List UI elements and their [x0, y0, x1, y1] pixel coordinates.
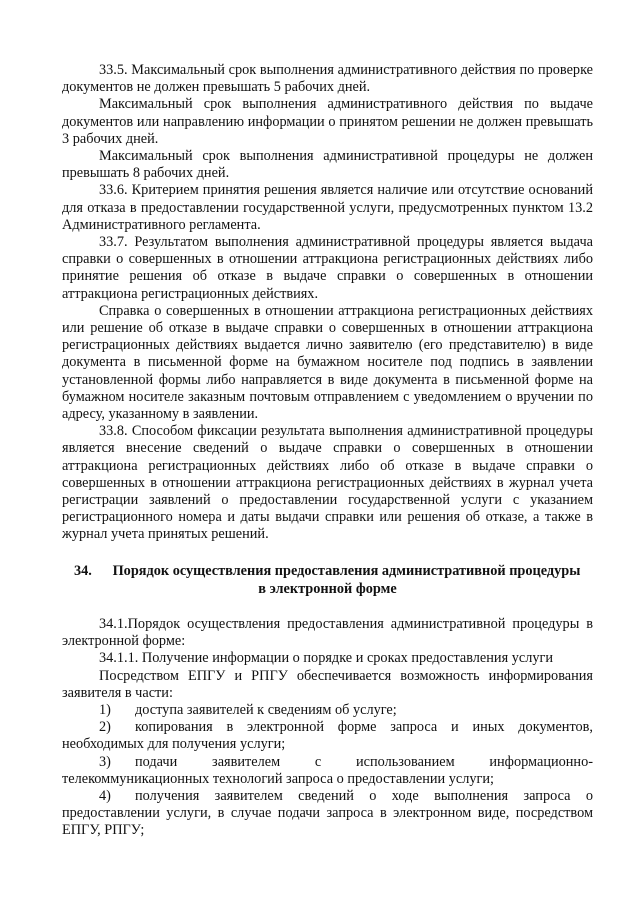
- list-item-2-text: копирования в электронной форме запроса и иных документов, необходимых для получения услуги;: [62, 719, 593, 753]
- list-item-1: [62, 702, 593, 719]
- list-item-1-text: доступа заявителей к сведениям об услуге;: [135, 702, 397, 719]
- paragraph-34-1-1: 34.1.1. Получение информации о порядке и сроках предоставления услуги: [99, 650, 554, 667]
- section-34-title-line-1: Порядок осуществления предоставления административной процедуры: [112, 563, 581, 579]
- list-item-3-text-line-2: телекоммуникационных технологий запроса о предоставлении услуги;: [62, 770, 495, 787]
- list-item-4: [62, 788, 593, 840]
- paragraph-33-5-delivery: Максимальный срок выполнения административного действия по выдаче документов или направлению информации о принятом решении не должен превышать 3 рабочих дней.: [62, 96, 593, 147]
- paragraph-33-8: 33.8. Способом фиксации результата выполнения административной процедуры является внесение сведений о выдаче справки о совершенных в отношении аттракциона регистрационных действиях либо об отказе в выдаче справки о совершенных в отношении аттракциона регистрационных действиях в журнал учета регистрации заявлений о предоставлении государственной услуги с указанием регистрационного номера и даты выдачи справки или решения об отказе, а также в журнал учета принятых решений.: [62, 423, 593, 543]
- paragraph-33-7-certificate: Справка о совершенных в отношении аттракциона регистрационных действиях или решение об отказе в выдаче справки о совершенных в отношении аттракциона регистрационных действиях выдается лично заявителю (его представителю) в виде документа в письменной форме на бумажном носителе под подпись в заявлении установленной формы либо направляется в виде документа в письменной форме на бумажном носителе заказным почтовым отправлением с уведомлением о вручении по адресу, указанному в заявлении.: [62, 302, 593, 423]
- section-34-text: [62, 616, 593, 840]
- section-34-title-line-2: в электронной форме: [258, 580, 397, 597]
- list-item-4-number: 4): [99, 788, 111, 805]
- list-item-3: [62, 754, 593, 771]
- list-item-2-number: 2): [99, 719, 111, 736]
- section-34-heading: [62, 563, 593, 598]
- list-item-4-text: получения заявителем сведений о ходе выполнения запроса о предоставлении услуги, в случае подачи запроса в электронном виде, посредством ЕПГУ, РПГУ;: [62, 788, 593, 839]
- paragraph-34-1: 34.1.Порядок осуществления предоставления административной процедуры в электронной форме:: [62, 616, 593, 650]
- paragraph-33-6: 33.6. Критерием принятия решения является наличие или отсутствие оснований для отказа в предоставлении государственной услуги, предусмотренных пунктом 13.2 Административного регламента.: [62, 182, 593, 233]
- paragraph-34-lead: Посредством ЕПГУ и РПГУ обеспечивается возможность информирования заявителя в части:: [62, 667, 593, 701]
- section-33-text: [62, 62, 593, 544]
- list-item-2: [62, 719, 593, 753]
- paragraph-33-7: 33.7. Результатом выполнения административной процедуры является выдача справки о совершенных в отношении аттракциона регистрационных действиях либо принятие решения об отказе в выдаче справки о совершенных в отношении аттракциона регистрационных действиях.: [62, 234, 593, 302]
- paragraph-33-5-procedure: Максимальный срок выполнения административной процедуры не должен превышать 8 рабочих дней.: [62, 148, 593, 182]
- list-item-3-number: 3): [99, 753, 111, 770]
- list-item-3-text-line-1: подачи заявителем с использованием информационно-: [135, 753, 593, 770]
- list-item-1-number: 1): [99, 702, 111, 719]
- section-34-number: 34.: [74, 563, 92, 579]
- list-item-3-continuation: [62, 771, 593, 788]
- paragraph-33-5: 33.5. Максимальный срок выполнения административного действия по проверке документов не должен превышать 5 рабочих дней.: [62, 62, 593, 96]
